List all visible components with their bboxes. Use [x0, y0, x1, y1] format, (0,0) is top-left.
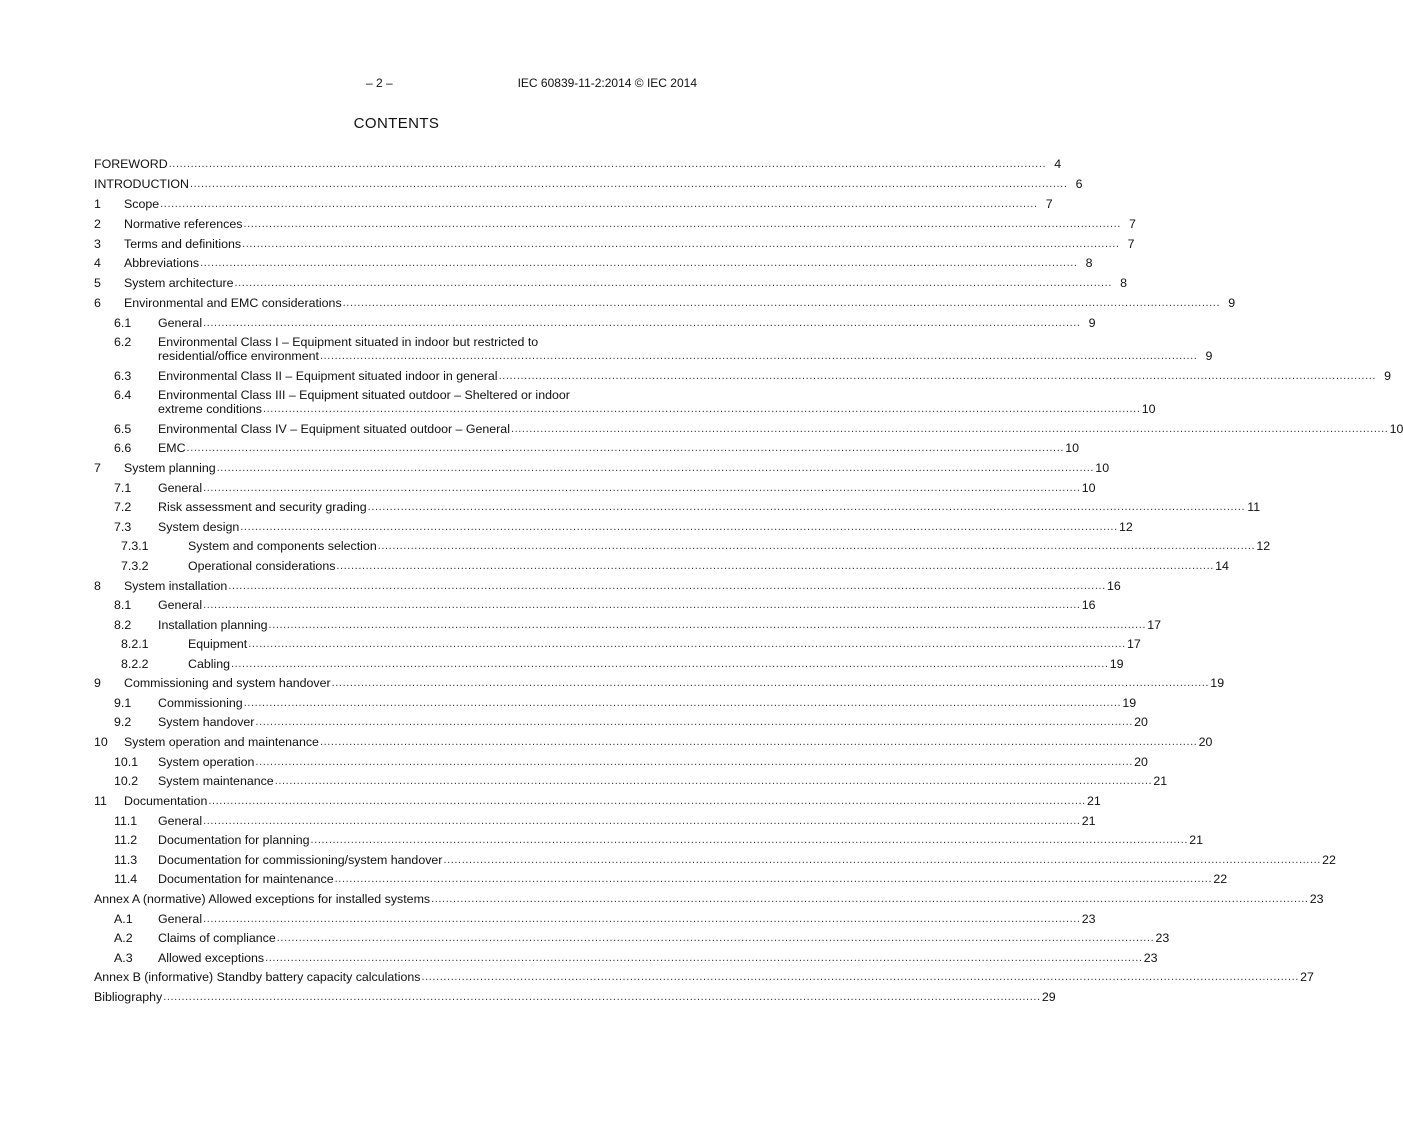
- toc-entry-title: Documentation for maintenance: [158, 872, 334, 887]
- toc-page-number: 20: [1134, 715, 1148, 730]
- toc-dot-leader: ................................................................................................................................................................................................................................................: [203, 316, 1081, 329]
- toc-page-number: 7: [1129, 216, 1136, 231]
- toc-page-number: 7: [1045, 196, 1053, 211]
- toc-entry-title: System planning: [124, 461, 216, 476]
- toc-entry[interactable]: [94, 754, 1148, 769]
- toc-entry-title: INTRODUCTION: [94, 176, 189, 191]
- page-header: [0, 76, 793, 92]
- toc-entry-title: Documentation for commissioning/system handover: [158, 852, 443, 867]
- toc-entry-number: 6.1: [114, 315, 132, 330]
- toc-page-number: 21: [1189, 833, 1204, 848]
- toc-entry[interactable]: [94, 500, 1261, 515]
- toc-page-number: 4: [1054, 157, 1062, 171]
- toc-page-number: 9: [1228, 296, 1236, 311]
- toc-page-number: 21: [1081, 813, 1096, 828]
- toc-entry[interactable]: [94, 695, 1137, 710]
- toc-page-number: 16: [1081, 598, 1096, 613]
- toc-page-number: 8: [1085, 256, 1093, 271]
- toc-dot-leader: ................................................................................................................................................................................................................................................: [208, 795, 1086, 808]
- toc-entry[interactable]: [94, 833, 1204, 848]
- toc-page-number: 7: [1127, 236, 1135, 251]
- toc-entry[interactable]: [94, 774, 1168, 789]
- toc-entry-title-continued: residential/office environment: [158, 349, 319, 364]
- toc-entry[interactable]: [94, 931, 1170, 946]
- toc-page-number: 14: [1215, 558, 1229, 573]
- toc-page-number: 29: [1041, 990, 1056, 1005]
- toc-entry-title: Normative references: [124, 216, 243, 231]
- toc-dot-leader: ................................................................................................................................................................................................................................................: [160, 197, 1038, 210]
- toc-dot-leader: ................................................................................................................................................................................................................................................: [190, 177, 1068, 190]
- toc-entry-title: System and components selection: [188, 539, 377, 554]
- toc-dot-leader: ................................................................................................................................................................................................................................................: [319, 736, 1198, 749]
- toc-page-number: 10: [1065, 441, 1080, 456]
- toc-entry-number: A.2: [114, 931, 133, 946]
- toc-dot-leader: ................................................................................................................................................................................................................................................: [377, 540, 1256, 553]
- toc-entry-title: Environmental Class I – Equipment situated in indoor but restricted to: [158, 335, 539, 350]
- toc-entry-number: 6.5: [114, 421, 132, 436]
- toc-entry-title: General: [158, 315, 203, 330]
- toc-entry[interactable]: [94, 950, 1158, 965]
- toc-entry[interactable]: [94, 368, 1392, 383]
- toc-entry[interactable]: [94, 196, 1053, 211]
- toc-page-number: 23: [1309, 892, 1324, 907]
- toc-entry-title: System operation and maintenance: [124, 735, 319, 750]
- toc-entry-number: 2: [94, 216, 101, 231]
- toc-page-number: 17: [1126, 637, 1141, 652]
- toc-entry-title: Terms and definitions: [124, 236, 242, 251]
- toc-entry-number: 11.1: [114, 813, 138, 828]
- toc-entry-title: Allowed exceptions: [158, 950, 265, 965]
- toc-entry-number: 7.1: [114, 480, 132, 495]
- toc-entry-number: A.1: [114, 911, 133, 926]
- toc-dot-leader: ................................................................................................................................................................................................................................................: [186, 442, 1065, 455]
- toc-entry-number: 4: [94, 256, 101, 271]
- toc-dot-leader: ................................................................................................................................................................................................................................................: [263, 403, 1141, 416]
- toc-page-number: 23: [1081, 911, 1096, 926]
- toc-dot-leader: ................................................................................................................................................................................................................................................: [243, 217, 1121, 230]
- toc-dot-leader: ................................................................................................................................................................................................................................................: [203, 599, 1081, 612]
- toc-dot-leader: ................................................................................................................................................................................................................................................: [510, 422, 1389, 435]
- toc-dot-leader: ................................................................................................................................................................................................................................................: [367, 501, 1246, 514]
- toc-entry-title: Operational considerations: [188, 558, 336, 573]
- toc-entry[interactable]: [94, 911, 1096, 926]
- toc-dot-leader: ................................................................................................................................................................................................................................................: [421, 971, 1299, 984]
- toc-entry-number: 11.3: [114, 852, 138, 867]
- toc-entry[interactable]: [94, 715, 1148, 730]
- toc-entry[interactable]: [94, 578, 1121, 593]
- page-title: CONTENTS: [353, 115, 440, 132]
- toc-entry[interactable]: [94, 421, 1403, 436]
- toc-entry-title: General: [158, 911, 203, 926]
- toc-page-number: 6: [1075, 176, 1083, 191]
- toc-entry[interactable]: [94, 157, 1062, 171]
- toc-entry-continuation: [94, 402, 1156, 417]
- toc-dot-leader: ................................................................................................................................................................................................................................................: [216, 462, 1095, 475]
- toc-dot-leader: ................................................................................................................................................................................................................................................: [342, 297, 1221, 310]
- toc-entry[interactable]: [94, 892, 1324, 907]
- toc-entry-number: 8.2.2: [121, 656, 149, 671]
- toc-entry[interactable]: [94, 256, 1093, 271]
- toc-entry-number: 6.6: [114, 441, 132, 456]
- toc-entry[interactable]: [94, 480, 1096, 495]
- toc-entry-title: System operation: [158, 754, 255, 769]
- toc-entry-number: 10.2: [114, 774, 139, 789]
- toc-entry-number: 8.2: [114, 617, 132, 632]
- toc-entry-number: 11.4: [114, 872, 138, 887]
- toc-entry-number: 8.2.1: [121, 637, 149, 652]
- toc-dot-leader: ................................................................................................................................................................................................................................................: [248, 638, 1126, 651]
- toc-dot-leader: ................................................................................................................................................................................................................................................: [228, 579, 1106, 592]
- toc-entry[interactable]: [94, 794, 1101, 809]
- toc-dot-leader: ................................................................................................................................................................................................................................................: [203, 912, 1081, 925]
- toc-entry-title: FOREWORD: [94, 157, 168, 171]
- toc-page-number: 10: [1389, 421, 1403, 436]
- toc-page-number: 10: [1141, 402, 1156, 417]
- toc-entry-title: Scope: [124, 196, 160, 211]
- toc-entry-title: System design: [158, 519, 240, 534]
- toc-entry-title: Risk assessment and security grading: [158, 500, 367, 515]
- toc-page-number: 16: [1107, 578, 1121, 593]
- toc-page-number: 19: [1122, 695, 1137, 710]
- toc-dot-leader: ................................................................................................................................................................................................................................................: [276, 932, 1155, 945]
- toc-page-number: 20: [1134, 754, 1148, 769]
- toc-dot-leader: ................................................................................................................................................................................................................................................: [242, 237, 1120, 250]
- toc-dot-leader: ................................................................................................................................................................................................................................................: [431, 893, 1309, 906]
- toc-entry-title: System architecture: [124, 276, 234, 291]
- toc-page-number: 11: [1247, 500, 1261, 515]
- toc-dot-leader: ................................................................................................................................................................................................................................................: [200, 257, 1078, 270]
- toc-entry[interactable]: [94, 236, 1135, 251]
- toc-page-number: 23: [1155, 931, 1170, 946]
- toc-entry[interactable]: [94, 617, 1162, 632]
- standard-reference: IEC 60839-11-2:2014 © IEC 2014: [517, 76, 697, 90]
- toc-entry-title-continued: extreme conditions: [158, 402, 262, 417]
- toc-entry-number: 6.2: [114, 335, 132, 350]
- toc-entry[interactable]: [94, 539, 1271, 554]
- toc-entry-number: A.3: [114, 950, 133, 965]
- toc-dot-leader: ................................................................................................................................................................................................................................................: [255, 755, 1133, 768]
- toc-page-number: 9: [1088, 315, 1096, 330]
- toc-dot-leader: ................................................................................................................................................................................................................................................: [268, 618, 1147, 631]
- toc-entry[interactable]: [94, 519, 1133, 534]
- toc-dot-leader: ................................................................................................................................................................................................................................................: [498, 369, 1377, 382]
- toc-page-number: 22: [1322, 852, 1336, 867]
- toc-entry[interactable]: [94, 335, 1213, 364]
- toc-entry[interactable]: [94, 598, 1096, 613]
- toc-dot-leader: ................................................................................................................................................................................................................................................: [163, 991, 1041, 1004]
- toc-page-number: 12: [1118, 519, 1133, 534]
- toc-entry[interactable]: [94, 296, 1236, 311]
- toc-entry-number: 1: [94, 196, 101, 211]
- toc-dot-leader: ................................................................................................................................................................................................................................................: [203, 814, 1081, 827]
- toc-entry[interactable]: [94, 461, 1110, 476]
- toc-dot-leader: ................................................................................................................................................................................................................................................: [443, 853, 1321, 866]
- toc-dot-leader: ................................................................................................................................................................................................................................................: [310, 834, 1189, 847]
- toc-entry-number: 7.3.2: [121, 558, 149, 573]
- toc-entry[interactable]: [94, 176, 1083, 191]
- toc-dot-leader: ................................................................................................................................................................................................................................................: [265, 951, 1143, 964]
- toc-entry-number: 11: [94, 794, 107, 809]
- toc-dot-leader: ................................................................................................................................................................................................................................................: [336, 559, 1214, 572]
- toc-entry-number: 8.1: [114, 598, 132, 613]
- toc-page-number: 8: [1120, 276, 1127, 291]
- toc-entry-title: Annex A (normative) Allowed exceptions for installed systems: [94, 892, 431, 907]
- toc-entry-title: Annex B (informative) Standby battery capacity calculations: [94, 970, 421, 985]
- toc-entry-number: 7: [94, 461, 101, 476]
- toc-entry-title: Environmental Class III – Equipment situated outdoor – Sheltered or indoor: [158, 388, 570, 403]
- toc-page-number: 9: [1384, 368, 1392, 383]
- toc-entry-title: EMC: [158, 441, 186, 456]
- toc-dot-leader: ................................................................................................................................................................................................................................................: [274, 775, 1153, 788]
- toc-entry-title: Equipment: [188, 637, 248, 652]
- toc-entry-number: 7.3.1: [121, 539, 149, 554]
- toc-entry[interactable]: [94, 656, 1124, 671]
- toc-entry[interactable]: [94, 852, 1336, 867]
- toc-entry-number: 6.4: [114, 388, 132, 403]
- toc-entry-title: Bibliography: [94, 990, 163, 1005]
- toc-entry-number: 7.3: [114, 519, 132, 534]
- toc-entry-title: General: [158, 480, 203, 495]
- toc-entry-title: Commissioning: [158, 695, 243, 710]
- toc-dot-leader: ................................................................................................................................................................................................................................................: [255, 716, 1133, 729]
- toc-entry-title: Commissioning and system handover: [124, 676, 331, 691]
- toc-dot-leader: ................................................................................................................................................................................................................................................: [240, 520, 1118, 533]
- toc-entry[interactable]: [94, 216, 1136, 231]
- toc-entry-title: General: [158, 813, 203, 828]
- toc-entry-number: 9: [94, 676, 101, 691]
- page-number: – 2 –: [366, 76, 393, 90]
- toc-entry-title: Abbreviations: [124, 256, 200, 271]
- toc-entry-title: Documentation: [124, 794, 208, 809]
- toc-entry-number: 10: [94, 735, 108, 750]
- toc-entry-title: General: [158, 598, 203, 613]
- toc-dot-leader: ................................................................................................................................................................................................................................................: [203, 481, 1081, 494]
- toc-entry-title: Cabling: [188, 656, 231, 671]
- toc-page-number: 21: [1087, 794, 1101, 809]
- toc-entry[interactable]: [94, 315, 1096, 330]
- toc-entry-number: 3: [94, 236, 101, 251]
- toc-entry[interactable]: [94, 558, 1229, 573]
- toc-entry-title: Installation planning: [158, 617, 268, 632]
- toc-entry[interactable]: [94, 735, 1213, 750]
- toc-page-number: 19: [1210, 676, 1225, 691]
- toc-page-number: 22: [1213, 872, 1228, 887]
- toc-entry-number: 7.2: [114, 500, 132, 515]
- toc-entry-title: Claims of compliance: [158, 931, 276, 946]
- toc-page-number: 9: [1205, 349, 1213, 364]
- toc-page-number: 20: [1198, 735, 1213, 750]
- toc-entry-title: Environmental Class IV – Equipment situated outdoor – General: [158, 421, 510, 436]
- toc-entry-number: 5: [94, 276, 101, 291]
- toc-entry[interactable]: [94, 813, 1096, 828]
- toc-page-number: 23: [1143, 950, 1158, 965]
- toc-entry-number: 8: [94, 578, 101, 593]
- toc-dot-leader: ................................................................................................................................................................................................................................................: [243, 696, 1122, 709]
- toc-page-number: 17: [1147, 617, 1162, 632]
- toc-entry[interactable]: [94, 990, 1056, 1005]
- toc-page-number: 19: [1109, 656, 1124, 671]
- toc-dot-leader: ................................................................................................................................................................................................................................................: [234, 277, 1112, 290]
- toc-page-number: 21: [1153, 774, 1168, 789]
- toc-entry[interactable]: [94, 872, 1228, 887]
- toc-dot-leader: ................................................................................................................................................................................................................................................: [331, 677, 1210, 690]
- toc-entry-title: Environmental Class II – Equipment situated indoor in general: [158, 368, 498, 383]
- toc-entry-title: Documentation for planning: [158, 833, 310, 848]
- toc-entry[interactable]: [94, 676, 1225, 691]
- toc-entry-title: Environmental and EMC considerations: [124, 296, 342, 311]
- toc-entry-number: 6.3: [114, 368, 132, 383]
- toc-entry-continuation: [94, 349, 1213, 364]
- toc-entry-title: System handover: [158, 715, 255, 730]
- toc-entry[interactable]: [94, 637, 1141, 652]
- toc-entry-number: 9.2: [114, 715, 132, 730]
- toc-entry[interactable]: [94, 388, 1156, 417]
- toc-entry-number: 11.2: [114, 833, 138, 848]
- toc-entry-number: 10.1: [114, 754, 139, 769]
- toc-dot-leader: ................................................................................................................................................................................................................................................: [231, 657, 1109, 670]
- toc-entry[interactable]: [94, 441, 1080, 456]
- toc-page-number: 27: [1300, 970, 1314, 985]
- toc-entry-number: 6: [94, 296, 101, 311]
- toc-dot-leader: ................................................................................................................................................................................................................................................: [334, 873, 1213, 886]
- toc-entry[interactable]: [94, 276, 1127, 291]
- toc-page-number: 12: [1256, 539, 1271, 554]
- toc-page-number: 10: [1081, 480, 1096, 495]
- toc-entry[interactable]: [94, 970, 1314, 985]
- toc-dot-leader: ................................................................................................................................................................................................................................................: [168, 158, 1047, 170]
- toc-entry-title: System installation: [124, 578, 228, 593]
- toc-entry-title: System maintenance: [158, 774, 274, 789]
- toc-page-number: 10: [1095, 461, 1110, 476]
- toc-entry-number: 9.1: [114, 695, 132, 710]
- toc-dot-leader: ................................................................................................................................................................................................................................................: [319, 350, 1198, 363]
- table-of-contents: [94, 157, 1403, 1005]
